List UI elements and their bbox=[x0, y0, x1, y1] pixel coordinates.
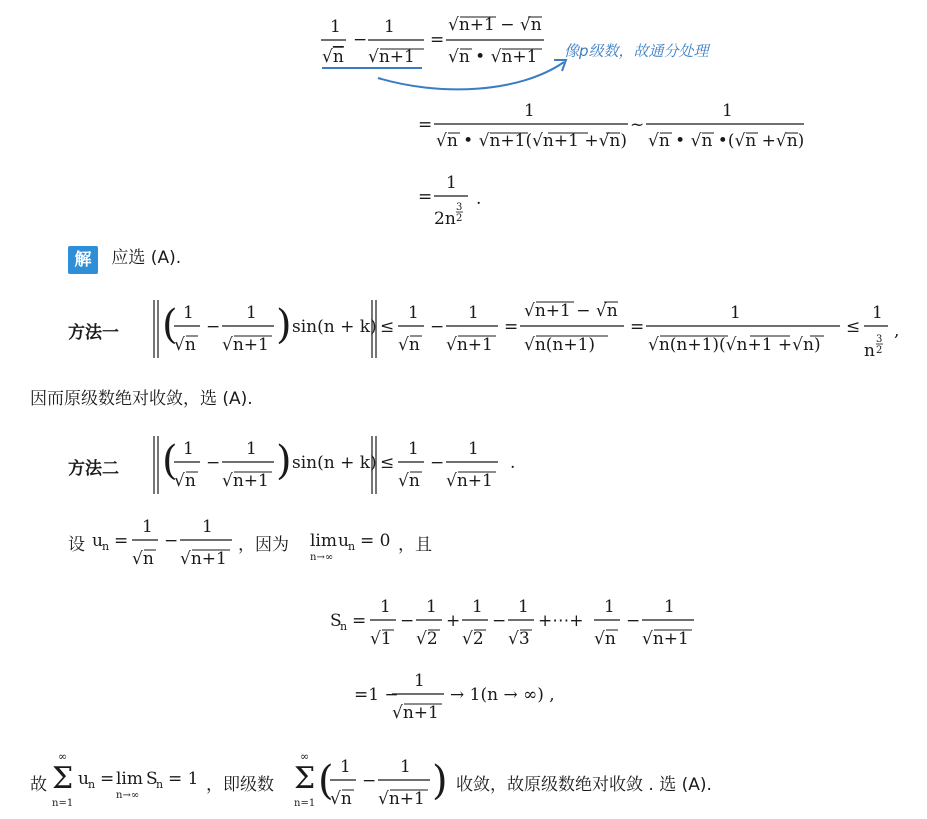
svg-text:1: 1 bbox=[183, 439, 194, 459]
svg-text:2n: 2n bbox=[434, 209, 456, 229]
svg-text:√2: √2 bbox=[416, 629, 438, 649]
svg-text:√n: √n bbox=[174, 471, 196, 491]
svg-text:): ) bbox=[276, 438, 292, 484]
svg-text:√n: √n bbox=[398, 471, 420, 491]
svg-text:=: = bbox=[630, 317, 645, 337]
svg-text:√n: √n bbox=[330, 789, 352, 809]
svg-text:√n+1 − √n: √n+1 − √n bbox=[524, 301, 618, 321]
svg-text:√n+1: √n+1 bbox=[642, 629, 689, 649]
svg-text:1: 1 bbox=[472, 597, 483, 617]
handwritten-note: 像p级数，故通分处理 bbox=[564, 42, 709, 60]
partial-sum-formula bbox=[328, 592, 718, 656]
partial-sum-result-formula bbox=[352, 666, 592, 730]
svg-text:): ) bbox=[432, 758, 448, 804]
svg-text:n=1: n=1 bbox=[294, 798, 316, 809]
svg-text:√n(n+1)(√n+1 +√n): √n(n+1)(√n+1 +√n) bbox=[648, 335, 821, 355]
method2-label: 方法二 bbox=[68, 459, 119, 479]
svg-text:√1: √1 bbox=[370, 629, 392, 649]
svg-text:1: 1 bbox=[730, 303, 741, 323]
step3-formula bbox=[416, 168, 506, 238]
tilde-symbol: ~ bbox=[630, 115, 645, 135]
svg-text:2: 2 bbox=[876, 345, 883, 356]
svg-text:√n • √n •(√n +√n): √n • √n •(√n +√n) bbox=[648, 131, 805, 151]
svg-text:=: = bbox=[100, 769, 115, 789]
set-prefix: 设 bbox=[68, 535, 85, 555]
svg-text:lim: lim bbox=[310, 531, 337, 551]
final-suffix: 收敛，故原级数绝对收敛 . 选 (A). bbox=[456, 775, 712, 795]
svg-text:= 0: = 0 bbox=[360, 531, 391, 551]
because-text: ，因为 bbox=[238, 535, 289, 555]
partial-sum-result bbox=[352, 666, 592, 735]
svg-text:√n+1: √n+1 bbox=[222, 471, 269, 491]
svg-text:√3: √3 bbox=[508, 629, 530, 649]
svg-text:≤: ≤ bbox=[380, 453, 395, 473]
svg-text:1: 1 bbox=[380, 597, 391, 617]
svg-text:lim: lim bbox=[116, 769, 143, 789]
svg-text:=: = bbox=[352, 611, 367, 631]
solution-badge: 解 bbox=[68, 246, 98, 274]
derivation-step2 bbox=[416, 96, 836, 165]
svg-text:1: 1 bbox=[722, 101, 733, 121]
svg-text:2: 2 bbox=[456, 213, 463, 224]
svg-text:√n • √n+1(√n+1 +√n): √n • √n+1(√n+1 +√n) bbox=[436, 131, 627, 151]
svg-text:−: − bbox=[206, 317, 221, 337]
svg-text:√n+1: √n+1 bbox=[446, 471, 493, 491]
svg-text:=1 −: =1 − bbox=[354, 685, 399, 705]
and-text: ，且 bbox=[398, 535, 432, 555]
svg-text:n: n bbox=[156, 778, 164, 791]
svg-text:1: 1 bbox=[330, 17, 341, 37]
answer-line: 应选 (A). bbox=[111, 248, 182, 268]
svg-text:1: 1 bbox=[400, 757, 411, 777]
svg-text:n: n bbox=[88, 778, 96, 791]
svg-text:1: 1 bbox=[604, 597, 615, 617]
svg-text:−: − bbox=[430, 317, 445, 337]
svg-text:1: 1 bbox=[518, 597, 529, 617]
svg-text:= 1: = 1 bbox=[168, 769, 199, 789]
method1-conclusion: 因而原级数绝对收敛，选 (A). bbox=[30, 389, 253, 409]
svg-text:√n: √n bbox=[132, 549, 154, 569]
svg-text:sin(n + k): sin(n + k) bbox=[292, 453, 377, 473]
svg-text:≤: ≤ bbox=[380, 317, 395, 337]
svg-text:∞: ∞ bbox=[300, 750, 310, 763]
final-sum-formula bbox=[52, 748, 222, 814]
svg-text:−: − bbox=[492, 611, 507, 631]
svg-text:+: + bbox=[446, 611, 461, 631]
svg-text:=: = bbox=[418, 187, 433, 207]
final-series-formula bbox=[294, 748, 464, 814]
svg-text:−: − bbox=[430, 453, 445, 473]
method1-formula bbox=[150, 292, 910, 374]
svg-text:u: u bbox=[92, 531, 103, 551]
svg-text:3: 3 bbox=[456, 202, 463, 213]
svg-text:sin(n + k): sin(n + k) bbox=[292, 317, 377, 337]
svg-text:√n+1: √n+1 bbox=[222, 335, 269, 355]
derivation-step3 bbox=[416, 168, 506, 243]
svg-text:−: − bbox=[626, 611, 641, 631]
svg-text:n→∞: n→∞ bbox=[310, 552, 334, 563]
svg-text:1: 1 bbox=[408, 439, 419, 459]
svg-text:=: = bbox=[114, 531, 129, 551]
svg-text:√n+1: √n+1 bbox=[446, 335, 493, 355]
svg-text:Σ: Σ bbox=[294, 761, 316, 796]
svg-text:=: = bbox=[504, 317, 519, 337]
svg-text:≤: ≤ bbox=[846, 317, 861, 337]
svg-text:1: 1 bbox=[246, 439, 257, 459]
svg-text:√n+1 − √n: √n+1 − √n bbox=[448, 15, 542, 35]
svg-text:1: 1 bbox=[340, 757, 351, 777]
svg-text:Σ: Σ bbox=[52, 761, 74, 796]
svg-text:1: 1 bbox=[468, 303, 479, 323]
svg-text:√n: √n bbox=[398, 335, 420, 355]
svg-text:3: 3 bbox=[876, 334, 883, 345]
svg-text:√n+1: √n+1 bbox=[392, 703, 439, 723]
svg-text:√n: √n bbox=[174, 335, 196, 355]
svg-text:√n(n+1): √n(n+1) bbox=[524, 335, 596, 355]
svg-text:−: − bbox=[206, 453, 221, 473]
method2-inequality bbox=[150, 428, 550, 509]
final-mid: ，即级数 bbox=[206, 775, 274, 795]
period: . bbox=[476, 189, 482, 209]
method1-label: 方法一 bbox=[68, 323, 119, 343]
svg-text:u: u bbox=[338, 531, 349, 551]
svg-text:√n: √n bbox=[594, 629, 616, 649]
svg-text:=: = bbox=[418, 115, 433, 135]
svg-text:1: 1 bbox=[414, 671, 425, 691]
svg-text:√n: √n bbox=[322, 47, 344, 67]
svg-text:√n+1: √n+1 bbox=[180, 549, 227, 569]
svg-text:√n • √n+1: √n • √n+1 bbox=[448, 47, 538, 67]
method1-inequality bbox=[150, 292, 910, 379]
solution-line bbox=[68, 245, 181, 274]
svg-text:1: 1 bbox=[664, 597, 675, 617]
svg-text:+⋯+: +⋯+ bbox=[538, 611, 584, 631]
svg-text:−: − bbox=[362, 771, 377, 791]
svg-text:→ 1(n → ∞) ,: → 1(n → ∞) , bbox=[450, 685, 555, 705]
svg-text:1: 1 bbox=[202, 517, 213, 537]
svg-text:u: u bbox=[78, 769, 89, 789]
svg-text:√n+1: √n+1 bbox=[378, 789, 425, 809]
svg-text:n: n bbox=[348, 540, 356, 553]
svg-text:1: 1 bbox=[408, 303, 419, 323]
svg-text:∞: ∞ bbox=[58, 750, 68, 763]
svg-text:1: 1 bbox=[468, 439, 479, 459]
svg-text:1: 1 bbox=[446, 173, 457, 193]
svg-text:n: n bbox=[340, 620, 348, 633]
svg-text:√n+1: √n+1 bbox=[368, 47, 415, 67]
svg-text:(: ( bbox=[318, 758, 334, 804]
svg-text:1: 1 bbox=[384, 17, 395, 37]
svg-text:√2: √2 bbox=[462, 629, 484, 649]
svg-text:1: 1 bbox=[426, 597, 437, 617]
svg-text:S: S bbox=[146, 769, 158, 789]
svg-text:1: 1 bbox=[183, 303, 194, 323]
svg-text:−: − bbox=[353, 30, 368, 50]
svg-text:): ) bbox=[276, 302, 292, 348]
step2-formula bbox=[416, 96, 836, 160]
svg-text:,: , bbox=[894, 321, 900, 341]
svg-text:−: − bbox=[400, 611, 415, 631]
svg-text:1: 1 bbox=[246, 303, 257, 323]
svg-text:n: n bbox=[864, 341, 875, 361]
method2-formula bbox=[150, 428, 550, 504]
final-prefix: 故 bbox=[30, 775, 47, 795]
svg-text:=: = bbox=[430, 30, 445, 50]
svg-text:n: n bbox=[102, 540, 110, 553]
partial-sum bbox=[328, 592, 718, 661]
svg-text:1: 1 bbox=[872, 303, 883, 323]
svg-text:1: 1 bbox=[142, 517, 153, 537]
svg-text:n→∞: n→∞ bbox=[116, 790, 140, 801]
svg-text:(: ( bbox=[162, 302, 178, 348]
svg-text:−: − bbox=[164, 531, 179, 551]
svg-text:(: ( bbox=[162, 438, 178, 484]
svg-text:.: . bbox=[510, 453, 516, 473]
svg-text:n=1: n=1 bbox=[52, 798, 74, 809]
svg-text:1: 1 bbox=[524, 101, 535, 121]
svg-text:S: S bbox=[330, 611, 342, 631]
